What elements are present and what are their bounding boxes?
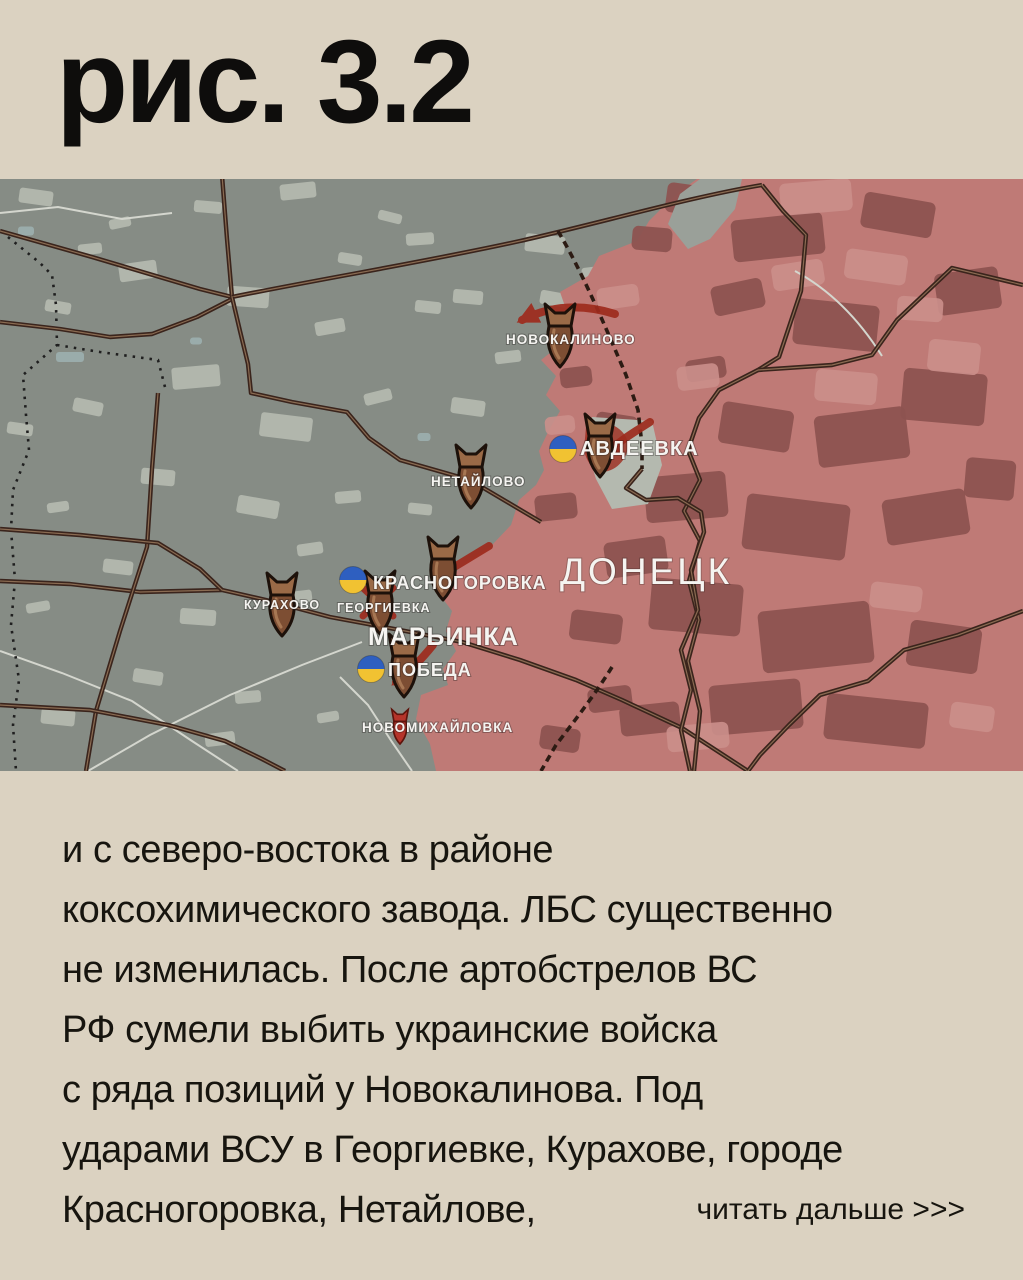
body-text-line-5: с ряда позиций у Новокалинова. Под [62, 1069, 703, 1111]
map-city-label: НОВОМИХАЙЛОВКА [362, 720, 514, 735]
map-city-label: НОВОКАЛИНОВО [506, 332, 636, 347]
map-city-label: ГЕОРГИЕВКА [337, 601, 431, 615]
body-text-line-7: Красногоровка, Нетайлове, [62, 1189, 536, 1231]
map-city-label: НЕТАЙЛОВО [431, 474, 526, 489]
ukraine-flag-icon [358, 656, 385, 683]
war-map [0, 179, 1023, 771]
body-text-line-1: и с северо-востока в районе [62, 829, 554, 871]
ukraine-flag-icon [340, 567, 367, 594]
body-text [62, 820, 972, 1240]
body-text-line-6: ударами ВСУ в Георгиевке, Курахове, городе [62, 1129, 843, 1171]
read-more-link[interactable]: читать дальше >>> [696, 1193, 965, 1226]
ukraine-flag-icon [550, 436, 577, 463]
figure-label: рис. 3.2 [56, 16, 472, 148]
map-city-label: АВДЕЕВКА [580, 438, 699, 460]
body-text-line-2: коксохимического завода. ЛБС существенно [62, 889, 833, 931]
map-city-label: ДОНЕЦК [560, 551, 733, 592]
body-text-line-4: РФ сумели выбить украинские войска [62, 1009, 717, 1051]
map-city-label: КРАСНОГОРОВКА [373, 573, 547, 593]
map-city-label: КУРАХОВО [244, 598, 321, 612]
war-map-svg [0, 179, 1023, 771]
map-city-label: ПОБЕДА [388, 660, 472, 680]
map-city-label: МАРЬИНКА [368, 623, 519, 651]
body-text-line-3: не изменилась. После артобстрелов ВС [62, 949, 758, 991]
